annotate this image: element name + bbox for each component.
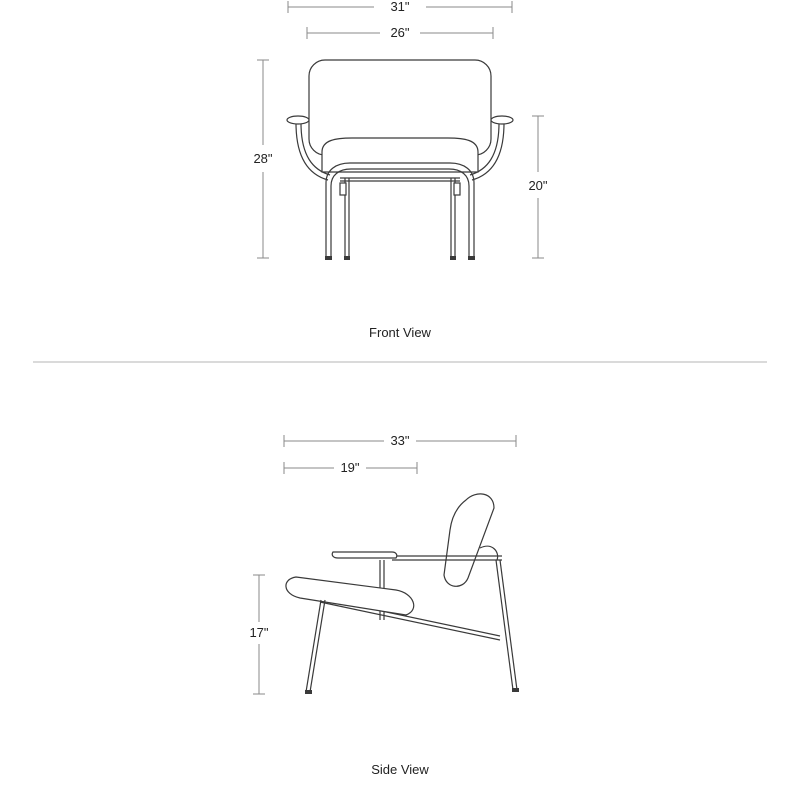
side-view (249, 433, 519, 777)
side-backrest-bracket (480, 546, 498, 560)
front-overall-height-label: 28" (253, 151, 273, 166)
side-overall-depth-label: 33" (390, 433, 410, 448)
front-foot (325, 256, 332, 260)
front-foot (450, 256, 456, 260)
front-chair-drawing (287, 60, 513, 260)
front-arm-height-label: 20" (528, 178, 548, 193)
side-armrest-tray (332, 552, 397, 558)
front-right-bracket (454, 183, 460, 195)
side-seat-depth-dimension (284, 460, 417, 475)
side-foot (305, 690, 312, 694)
front-seat-width-label: 26" (390, 25, 410, 40)
side-backrest (444, 494, 494, 586)
side-chair-drawing (286, 494, 519, 694)
front-seat-frame (326, 163, 474, 258)
front-foot (344, 256, 350, 260)
side-foot (512, 688, 519, 692)
front-seat-cushion (322, 138, 478, 172)
front-overall-width-label: 31" (390, 0, 410, 14)
front-foot (468, 256, 475, 260)
front-view (253, 0, 547, 340)
side-overall-depth-dimension (284, 433, 516, 448)
side-view-caption: Side View (371, 762, 429, 777)
front-left-armrest-tray (287, 116, 309, 124)
front-overall-width-dimension (288, 0, 512, 14)
side-seat-height-label: 17" (249, 625, 269, 640)
front-left-bracket (340, 183, 346, 195)
front-right-armrest-tray (491, 116, 513, 124)
front-arm-height-dimension (528, 116, 547, 258)
side-seat-cushion (286, 577, 414, 615)
side-seat-height-dimension (249, 575, 268, 694)
front-overall-height-dimension (253, 60, 272, 258)
front-seat-width-dimension (307, 25, 493, 40)
front-view-caption: Front View (369, 325, 431, 340)
side-rear-leg (496, 560, 513, 690)
side-seat-depth-label: 19" (340, 460, 360, 475)
side-front-leg (306, 600, 321, 692)
